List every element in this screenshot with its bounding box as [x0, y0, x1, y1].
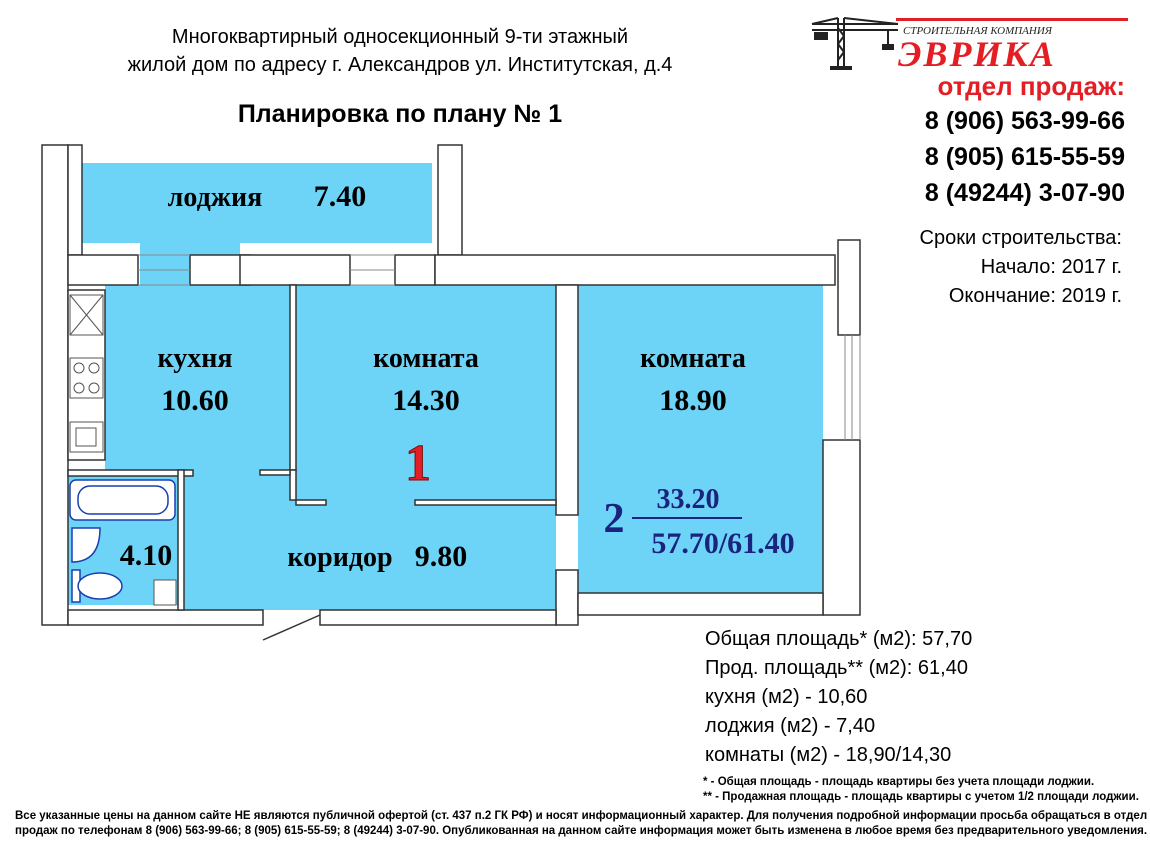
- stove-icon: [70, 358, 103, 398]
- svg-text:кухня: кухня: [157, 343, 233, 374]
- svg-text:ЭВРИКА: ЭВРИКА: [898, 34, 1056, 72]
- svg-text:7.40: 7.40: [313, 180, 367, 213]
- disclaimer-line-2: продаж по телефонам 8 (906) 563-99-66; 8 (905) 615-55-59; 8 (49244) 3-07-90. Опубликованная на данном сайте информация может быть изменена в любое время без предварительного уведомления.: [15, 825, 1148, 837]
- footnote-2: ** - Продажная площадь - площадь квартиры с учетом 1/2 площади лоджии.: [703, 791, 1139, 803]
- construction-heading: Сроки строительства:: [919, 227, 1122, 249]
- svg-text:лоджия: лоджия: [167, 182, 263, 213]
- svg-text:10.60: 10.60: [161, 384, 229, 417]
- svg-text:коридор: коридор: [287, 542, 393, 573]
- disclaimer-line-1: Все указанные цены на данном сайте НЕ являются публичной офертой (ст. 437 п.2 ГК РФ) и носят информационный характер. Для получения подробной информации просьба обращаться в отдел: [15, 810, 1148, 822]
- sales-phone[interactable]: 8 (49244) 3-07-90: [924, 179, 1125, 207]
- construction-end: Окончание: 2019 г.: [948, 285, 1122, 307]
- area-stats: [705, 625, 972, 770]
- stat-rooms: комнаты (м2) - 18,90/14,30: [705, 744, 952, 766]
- svg-text:комната: комната: [640, 343, 746, 374]
- stat-loggia: лоджия (м2) - 7,40: [705, 715, 876, 737]
- svg-text:СТРОИТЕЛЬНАЯ КОМПАНИЯ: СТРОИТЕЛЬНАЯ КОМПАНИЯ: [903, 25, 1053, 37]
- svg-text:57.70/61.40: 57.70/61.40: [651, 527, 795, 560]
- svg-text:14.30: 14.30: [392, 384, 460, 417]
- svg-text:9.80: 9.80: [414, 540, 468, 573]
- sales-phones: [925, 103, 1125, 211]
- svg-text:1: 1: [405, 435, 431, 492]
- sales-phone[interactable]: 8 (905) 615-55-59: [924, 143, 1125, 171]
- construction-terms: [920, 224, 1122, 311]
- disclaimer: [15, 809, 1147, 839]
- sales-phone[interactable]: 8 (906) 563-99-66: [924, 107, 1125, 135]
- sales-heading: отдел продаж:: [937, 71, 1125, 101]
- svg-text:2: 2: [603, 496, 625, 542]
- plan-title: Планировка по плану № 1: [237, 100, 563, 128]
- construction-start: Начало: 2017 г.: [980, 256, 1122, 278]
- kitchen-fill: [105, 285, 290, 470]
- svg-text:33.20: 33.20: [656, 484, 720, 515]
- stat-sale: Прод. площадь** (м2): 61,40: [705, 657, 968, 679]
- stat-kitchen: кухня (м2) - 10,60: [705, 686, 868, 708]
- svg-text:18.90: 18.90: [659, 384, 727, 417]
- header-line-1: Многоквартирный односекционный 9-ти этажный: [171, 26, 629, 48]
- footnotes: [703, 775, 1139, 805]
- footnote-1: * - Общая площадь - площадь квартиры без учета площади лоджии.: [703, 776, 1095, 788]
- svg-text:4.10: 4.10: [119, 539, 173, 572]
- svg-text:комната: комната: [373, 343, 479, 374]
- stat-total: Общая площадь* (м2): 57,70: [705, 628, 973, 650]
- header-line-2: жилой дом по адресу г. Александров ул. Институтская, д.4: [127, 54, 673, 76]
